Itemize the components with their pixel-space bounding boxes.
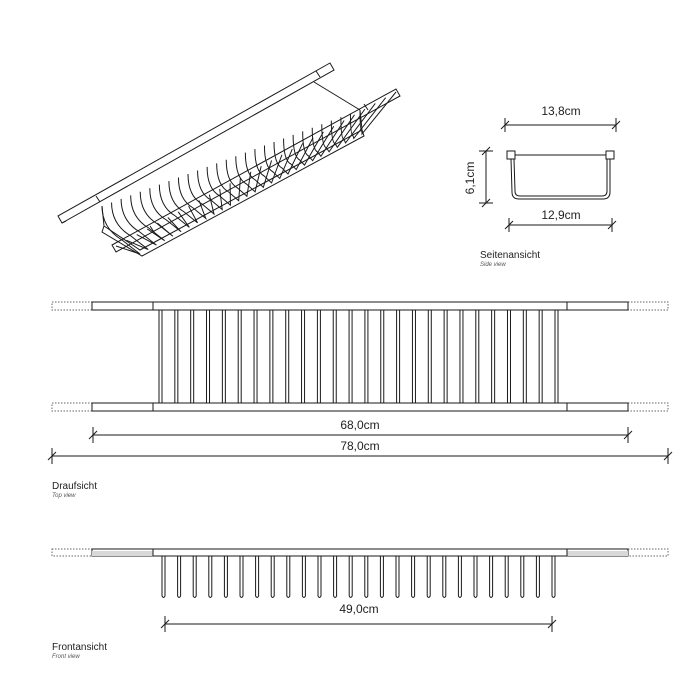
top-view-caption: Draufsicht <box>52 481 98 492</box>
top-wire <box>286 310 289 403</box>
front-wire <box>380 556 383 598</box>
front-wire <box>318 556 321 598</box>
front-wire <box>334 556 337 598</box>
top-wire <box>555 310 558 403</box>
top-dim-inner-label: 68,0cm <box>340 418 380 432</box>
top-rail-back <box>92 302 628 310</box>
front-wire <box>536 556 539 598</box>
top-wire <box>207 310 210 403</box>
side-dim-top-label: 13,8cm <box>541 104 581 118</box>
top-wire <box>523 310 526 403</box>
perspective-wire <box>188 174 214 214</box>
top-wire <box>381 310 384 403</box>
top-wire <box>460 310 463 403</box>
front-wire <box>521 556 524 598</box>
front-wire <box>209 556 212 598</box>
top-wire <box>238 310 241 403</box>
front-wire <box>271 556 274 598</box>
top-view-caption-sub: Top view <box>52 493 76 499</box>
top-dim-outer-label: 78,0cm <box>340 439 380 453</box>
top-wire <box>397 310 400 403</box>
front-wire <box>178 556 181 598</box>
front-wire <box>474 556 477 598</box>
top-wire <box>191 310 194 403</box>
top-wire <box>412 310 415 403</box>
perspective-wire <box>169 181 198 223</box>
top-wire <box>349 310 352 403</box>
top-wire <box>492 310 495 403</box>
front-wire <box>552 556 555 598</box>
front-wire <box>365 556 368 598</box>
top-wire <box>365 310 368 403</box>
perspective-wire <box>159 185 189 228</box>
top-wire <box>476 310 479 403</box>
side-dim-height-label: 6,1cm <box>463 161 477 195</box>
top-wire <box>444 310 447 403</box>
side-view-caption: Seitenansicht <box>480 250 541 261</box>
perspective-view <box>58 63 400 256</box>
top-wire <box>222 310 225 403</box>
top-wire <box>539 310 542 403</box>
rail-extensions <box>52 302 668 411</box>
front-wire <box>349 556 352 598</box>
front-wire <box>412 556 415 598</box>
perspective-wire <box>121 199 156 245</box>
front-wire <box>396 556 399 598</box>
front-wire <box>193 556 196 598</box>
front-wire <box>443 556 446 598</box>
front-wire <box>287 556 290 598</box>
front-wires <box>162 556 555 598</box>
front-wire <box>458 556 461 598</box>
top-wire <box>428 310 431 403</box>
front-wire <box>427 556 430 598</box>
front-wire <box>505 556 508 598</box>
perspective-wire <box>360 92 396 134</box>
top-wire <box>175 310 178 403</box>
side-profile <box>507 151 614 199</box>
top-wire <box>270 310 273 403</box>
top-wire <box>254 310 257 403</box>
front-wire <box>256 556 259 598</box>
front-view <box>52 549 668 632</box>
side-dim-bottom-label: 12,9cm <box>541 208 581 222</box>
front-wire <box>490 556 493 598</box>
front-wire <box>302 556 305 598</box>
top-rail-front <box>92 403 628 411</box>
front-rail <box>92 549 628 556</box>
front-view-caption: Frontansicht <box>52 642 108 653</box>
top-wire <box>159 310 162 403</box>
front-wire <box>224 556 227 598</box>
front-view-caption-sub: Front view <box>52 654 80 660</box>
top-wire <box>507 310 510 403</box>
side-view-caption-sub: Side view <box>480 262 506 268</box>
perspective-wire <box>131 195 165 240</box>
front-wire <box>240 556 243 598</box>
front-wire <box>162 556 165 598</box>
top-wire <box>333 310 336 403</box>
top-wire <box>302 310 305 403</box>
top-wire <box>317 310 320 403</box>
front-dim-basket-label: 49,0cm <box>339 602 379 616</box>
top-wires <box>159 310 558 403</box>
